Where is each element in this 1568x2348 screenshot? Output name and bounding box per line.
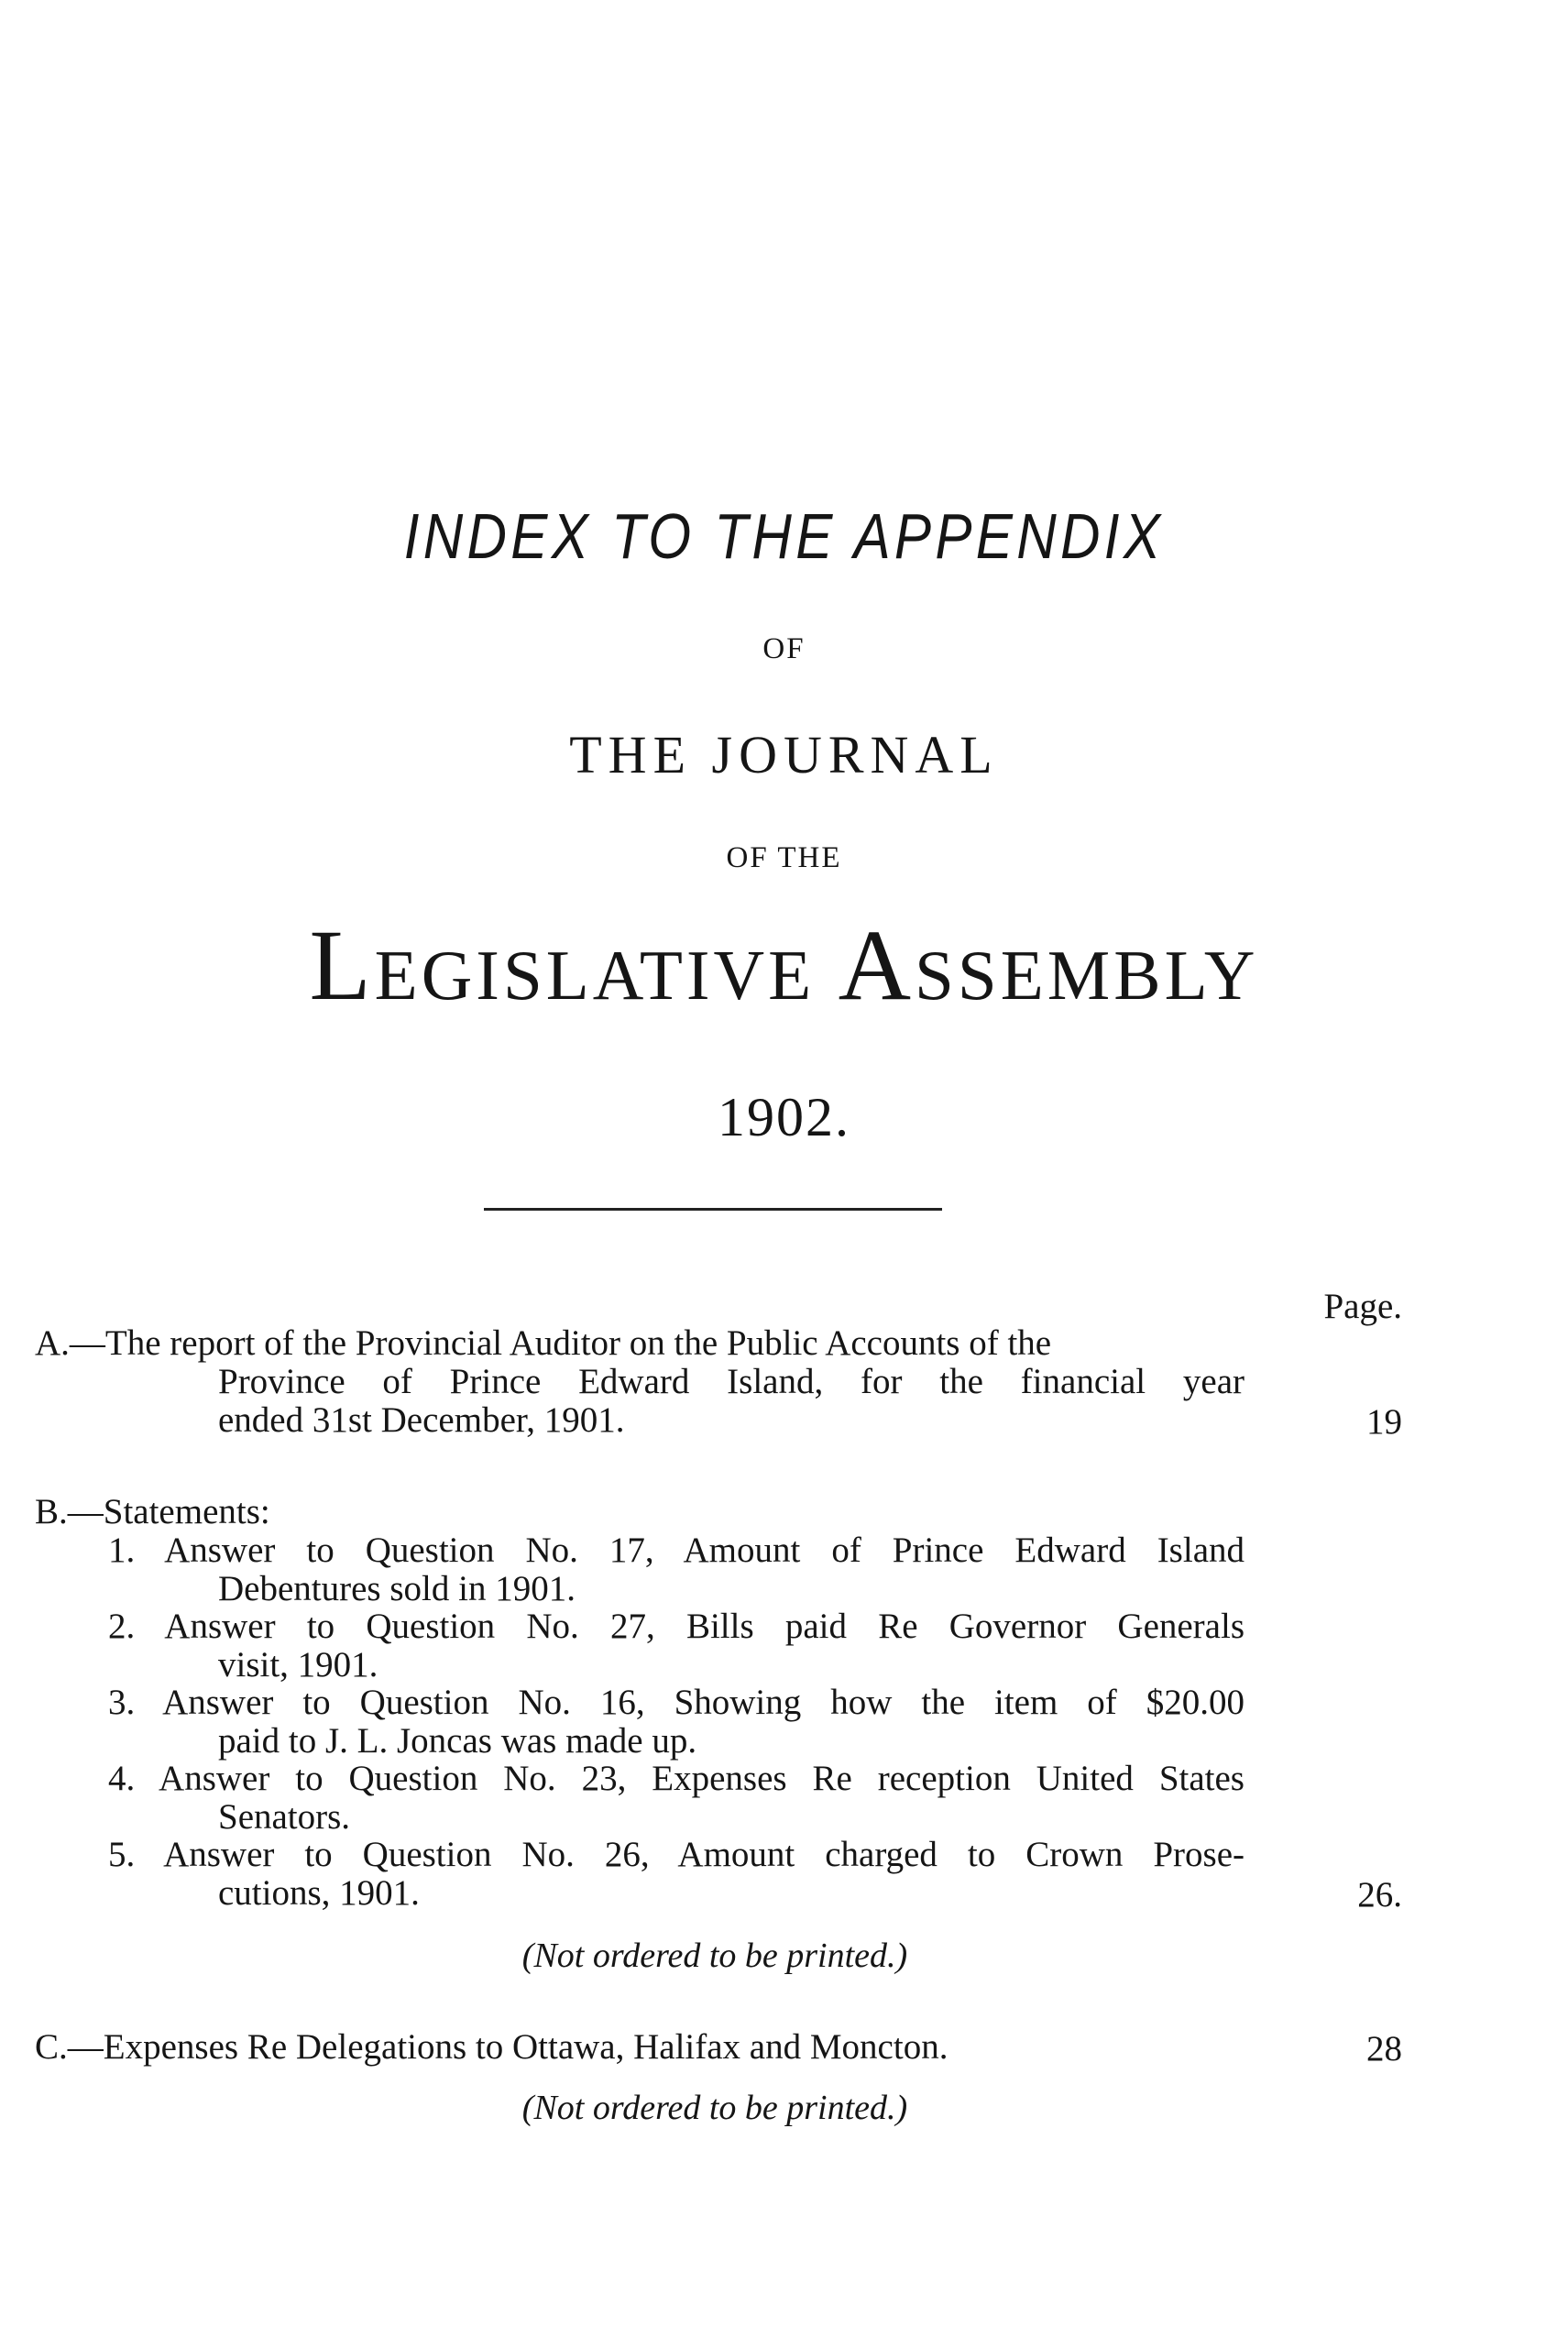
entry-b-item5-line2: cutions, 1901. xyxy=(218,1873,420,1913)
entry-b-item2-line1: 2. Answer to Question No. 27, Bills paid Re Governor Generals xyxy=(108,1607,1245,1646)
title-rule xyxy=(484,1208,942,1211)
entry-c-note: (Not ordered to be printed.) xyxy=(521,2089,908,2127)
entry-b-item3-line1: 3. Answer to Question No. 16, Showing how the item of $20.00 xyxy=(108,1683,1245,1722)
entry-c-page: 28 xyxy=(1366,2029,1402,2068)
entry-b-item1-line1: 1. Answer to Question No. 17, Amount of Prince Edward Island xyxy=(108,1531,1245,1570)
entry-b-page: 26. xyxy=(1357,1875,1402,1915)
entry-c-line1: C.—Expenses Re Delegations to Ottawa, Halifax and Moncton. xyxy=(35,2027,948,2067)
title-index: INDEX TO THE APPENDIX xyxy=(403,500,1165,572)
entry-b-item2-line2: visit, 1901. xyxy=(218,1645,378,1684)
entry-b-item5-line1: 5. Answer to Question No. 26, Amount charged to Crown Prose- xyxy=(108,1835,1245,1874)
entry-a-page: 19 xyxy=(1366,1402,1402,1442)
entry-b-item3-line2: paid to J. L. Joncas was made up. xyxy=(218,1721,697,1761)
title-year: 1902. xyxy=(718,1087,850,1147)
title-legislative-assembly: Legislative Assembly xyxy=(309,909,1259,1021)
entry-b-item4-line2: Senators. xyxy=(218,1797,351,1837)
title-of-the: OF THE xyxy=(726,841,842,874)
title-journal: THE JOURNAL xyxy=(569,725,999,784)
entry-a-line3: ended 31st December, 1901. xyxy=(218,1400,625,1440)
title-of: OF xyxy=(762,632,806,665)
entry-b-note: (Not ordered to be printed.) xyxy=(521,1937,908,1975)
entry-a-line2: Province of Prince Edward Island, for the financial year xyxy=(218,1362,1245,1401)
entry-b-item4-line1: 4. Answer to Question No. 23, Expenses Re reception United States xyxy=(108,1759,1245,1798)
entry-b-item1-line2: Debentures sold in 1901. xyxy=(218,1569,576,1608)
entry-b-heading: B.—Statements: xyxy=(35,1492,270,1531)
page-column-header: Page. xyxy=(1323,1287,1402,1326)
entry-a-line1: A.—The report of the Provincial Auditor on the Public Accounts of the xyxy=(35,1323,1052,1363)
